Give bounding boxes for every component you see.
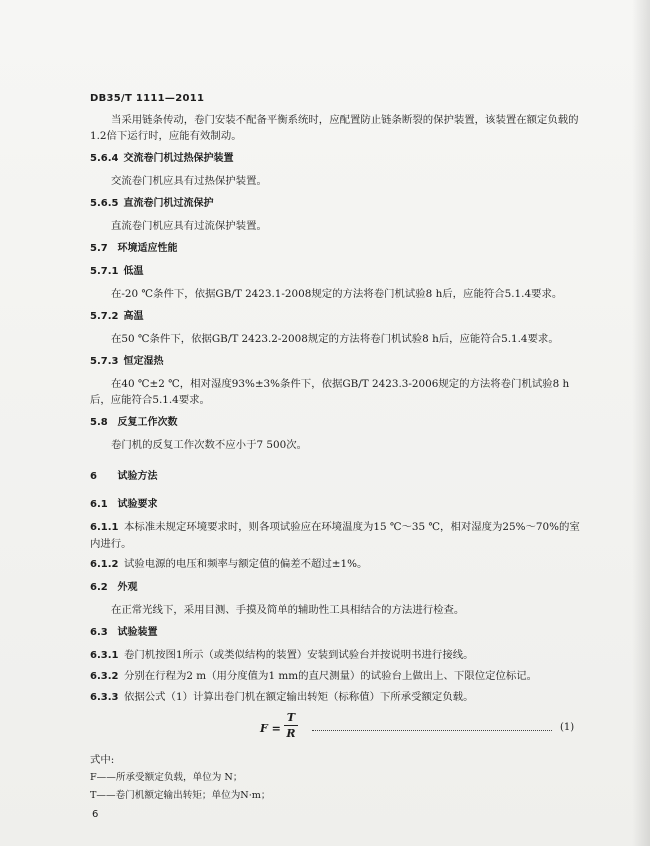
formula-numerator: T	[284, 710, 298, 726]
item-6-1-1	[90, 519, 590, 552]
heading-title: 恒定湿热	[123, 356, 164, 367]
heading-number: 6.2	[90, 582, 108, 593]
paragraph-5-7-2: 在50 ℃条件下，依据GB/T 2423.2-2008规定的方法将卷门机试验8 h后，应能符合5.1.4要求。	[111, 333, 559, 345]
document-header: DB35/T 1111—2011	[90, 93, 205, 104]
heading-number: 5.6.4	[90, 153, 119, 164]
item-6-3-3	[90, 689, 590, 706]
heading-5-7	[90, 241, 590, 257]
heading-5-6-4	[90, 151, 590, 167]
item-number: 6.3.3	[90, 692, 119, 703]
item-text: 试验电源的电压和频率与额定值的偏差不超过±1%。	[124, 558, 368, 570]
item-number: 6.1.1	[90, 522, 119, 533]
heading-number: 5.7.1	[90, 266, 119, 277]
formula-1	[90, 710, 590, 748]
variable-definition: F——所承受额定负载，单位为 N；	[90, 772, 243, 783]
heading-number: 5.7.3	[90, 356, 119, 367]
equation-number: (1)	[560, 722, 575, 733]
heading-5-7-3	[90, 354, 590, 370]
paragraph-5-7-3: 在40 ℃±2 ℃，相对湿度93%±3%条件下，依据GB/T 2423.3-2006规定的方法将卷门机试验8 h后，应能符合5.1.4要求。	[90, 378, 570, 406]
heading-title: 交流卷门机过热保护装置	[123, 153, 234, 164]
item-number: 6.3.1	[90, 650, 119, 661]
item-6-1-2	[90, 556, 590, 573]
heading-number: 5.8	[90, 417, 108, 428]
heading-title: 外观	[117, 582, 138, 593]
item-text: 本标准未规定环境要求时，则各项试验应在环境温度为15 ℃～35 ℃，相对湿度为25%～70%的室内进行。	[90, 521, 580, 550]
item-6-3-2	[90, 668, 590, 685]
heading-6	[90, 469, 590, 485]
item-text: 分别在行程为2 m（用分度值为1 mm的直尺测量）的试验台上做出上、下限位定位标记。	[124, 670, 538, 682]
formula-leader-dots	[312, 722, 552, 731]
heading-number: 6.3	[90, 627, 108, 638]
item-number: 6.1.2	[90, 559, 119, 570]
heading-title: 低温	[123, 266, 144, 277]
page-content	[90, 112, 590, 806]
formula-fraction	[284, 710, 298, 741]
heading-number: 6.1	[90, 499, 108, 510]
heading-title: 反复工作次数	[117, 417, 178, 428]
heading-title: 试验要求	[117, 499, 158, 510]
heading-title: 高温	[123, 311, 144, 322]
item-6-3-1	[90, 647, 590, 664]
heading-5-8	[90, 415, 590, 431]
item-text: 卷门机按图1所示（或类似结构的装置）安装到试验台并按说明书进行接线。	[124, 649, 474, 661]
intro-paragraph: 当采用链条传动，卷门安装不配备平衡系统时，应配置防止链条断裂的保护装置，该装置在额定负载的1.2倍下运行时，应能有效制动。	[90, 114, 579, 142]
heading-6-2	[90, 580, 590, 596]
heading-title: 试验装置	[117, 627, 158, 638]
heading-5-7-1	[90, 264, 590, 280]
heading-6-1	[90, 497, 590, 513]
heading-5-7-2	[90, 309, 590, 325]
formula-lhs: F =	[260, 722, 281, 735]
paragraph-6-2: 在正常光线下，采用目测、手摸及简单的辅助性工具相结合的方法进行检查。	[111, 604, 465, 616]
paragraph-5-8: 卷门机的反复工作次数不应小于7 500次。	[111, 439, 307, 451]
paragraph-5-6-5: 直流卷门机应具有过流保护装置。	[111, 220, 267, 232]
heading-title: 试验方法	[117, 471, 158, 482]
heading-number: 5.7.2	[90, 311, 119, 322]
heading-6-3	[90, 625, 590, 641]
heading-number: 6	[90, 471, 97, 482]
heading-number: 5.6.5	[90, 198, 119, 209]
heading-5-6-5	[90, 196, 590, 212]
where-label: 式中:	[90, 754, 115, 766]
heading-title: 直流卷门机过流保护	[123, 198, 214, 209]
formula-denominator: R	[286, 727, 296, 740]
scan-edge-shadow	[632, 0, 650, 846]
page-number: 6	[92, 809, 99, 820]
paragraph-5-7-1: 在-20 ℃条件下，依据GB/T 2423.1-2008规定的方法将卷门机试验8 h后，应能符合5.1.4要求。	[111, 288, 563, 300]
item-number: 6.3.2	[90, 671, 119, 682]
heading-title: 环境适应性能	[117, 243, 178, 254]
paragraph-5-6-4: 交流卷门机应具有过热保护装置。	[111, 175, 267, 187]
item-text: 依据公式（1）计算出卷门机在额定输出转矩（标称值）下所承受额定负载。	[124, 691, 474, 703]
heading-number: 5.7	[90, 243, 108, 254]
variable-definition: T——卷门机额定输出转矩；单位为N·m；	[90, 790, 271, 801]
